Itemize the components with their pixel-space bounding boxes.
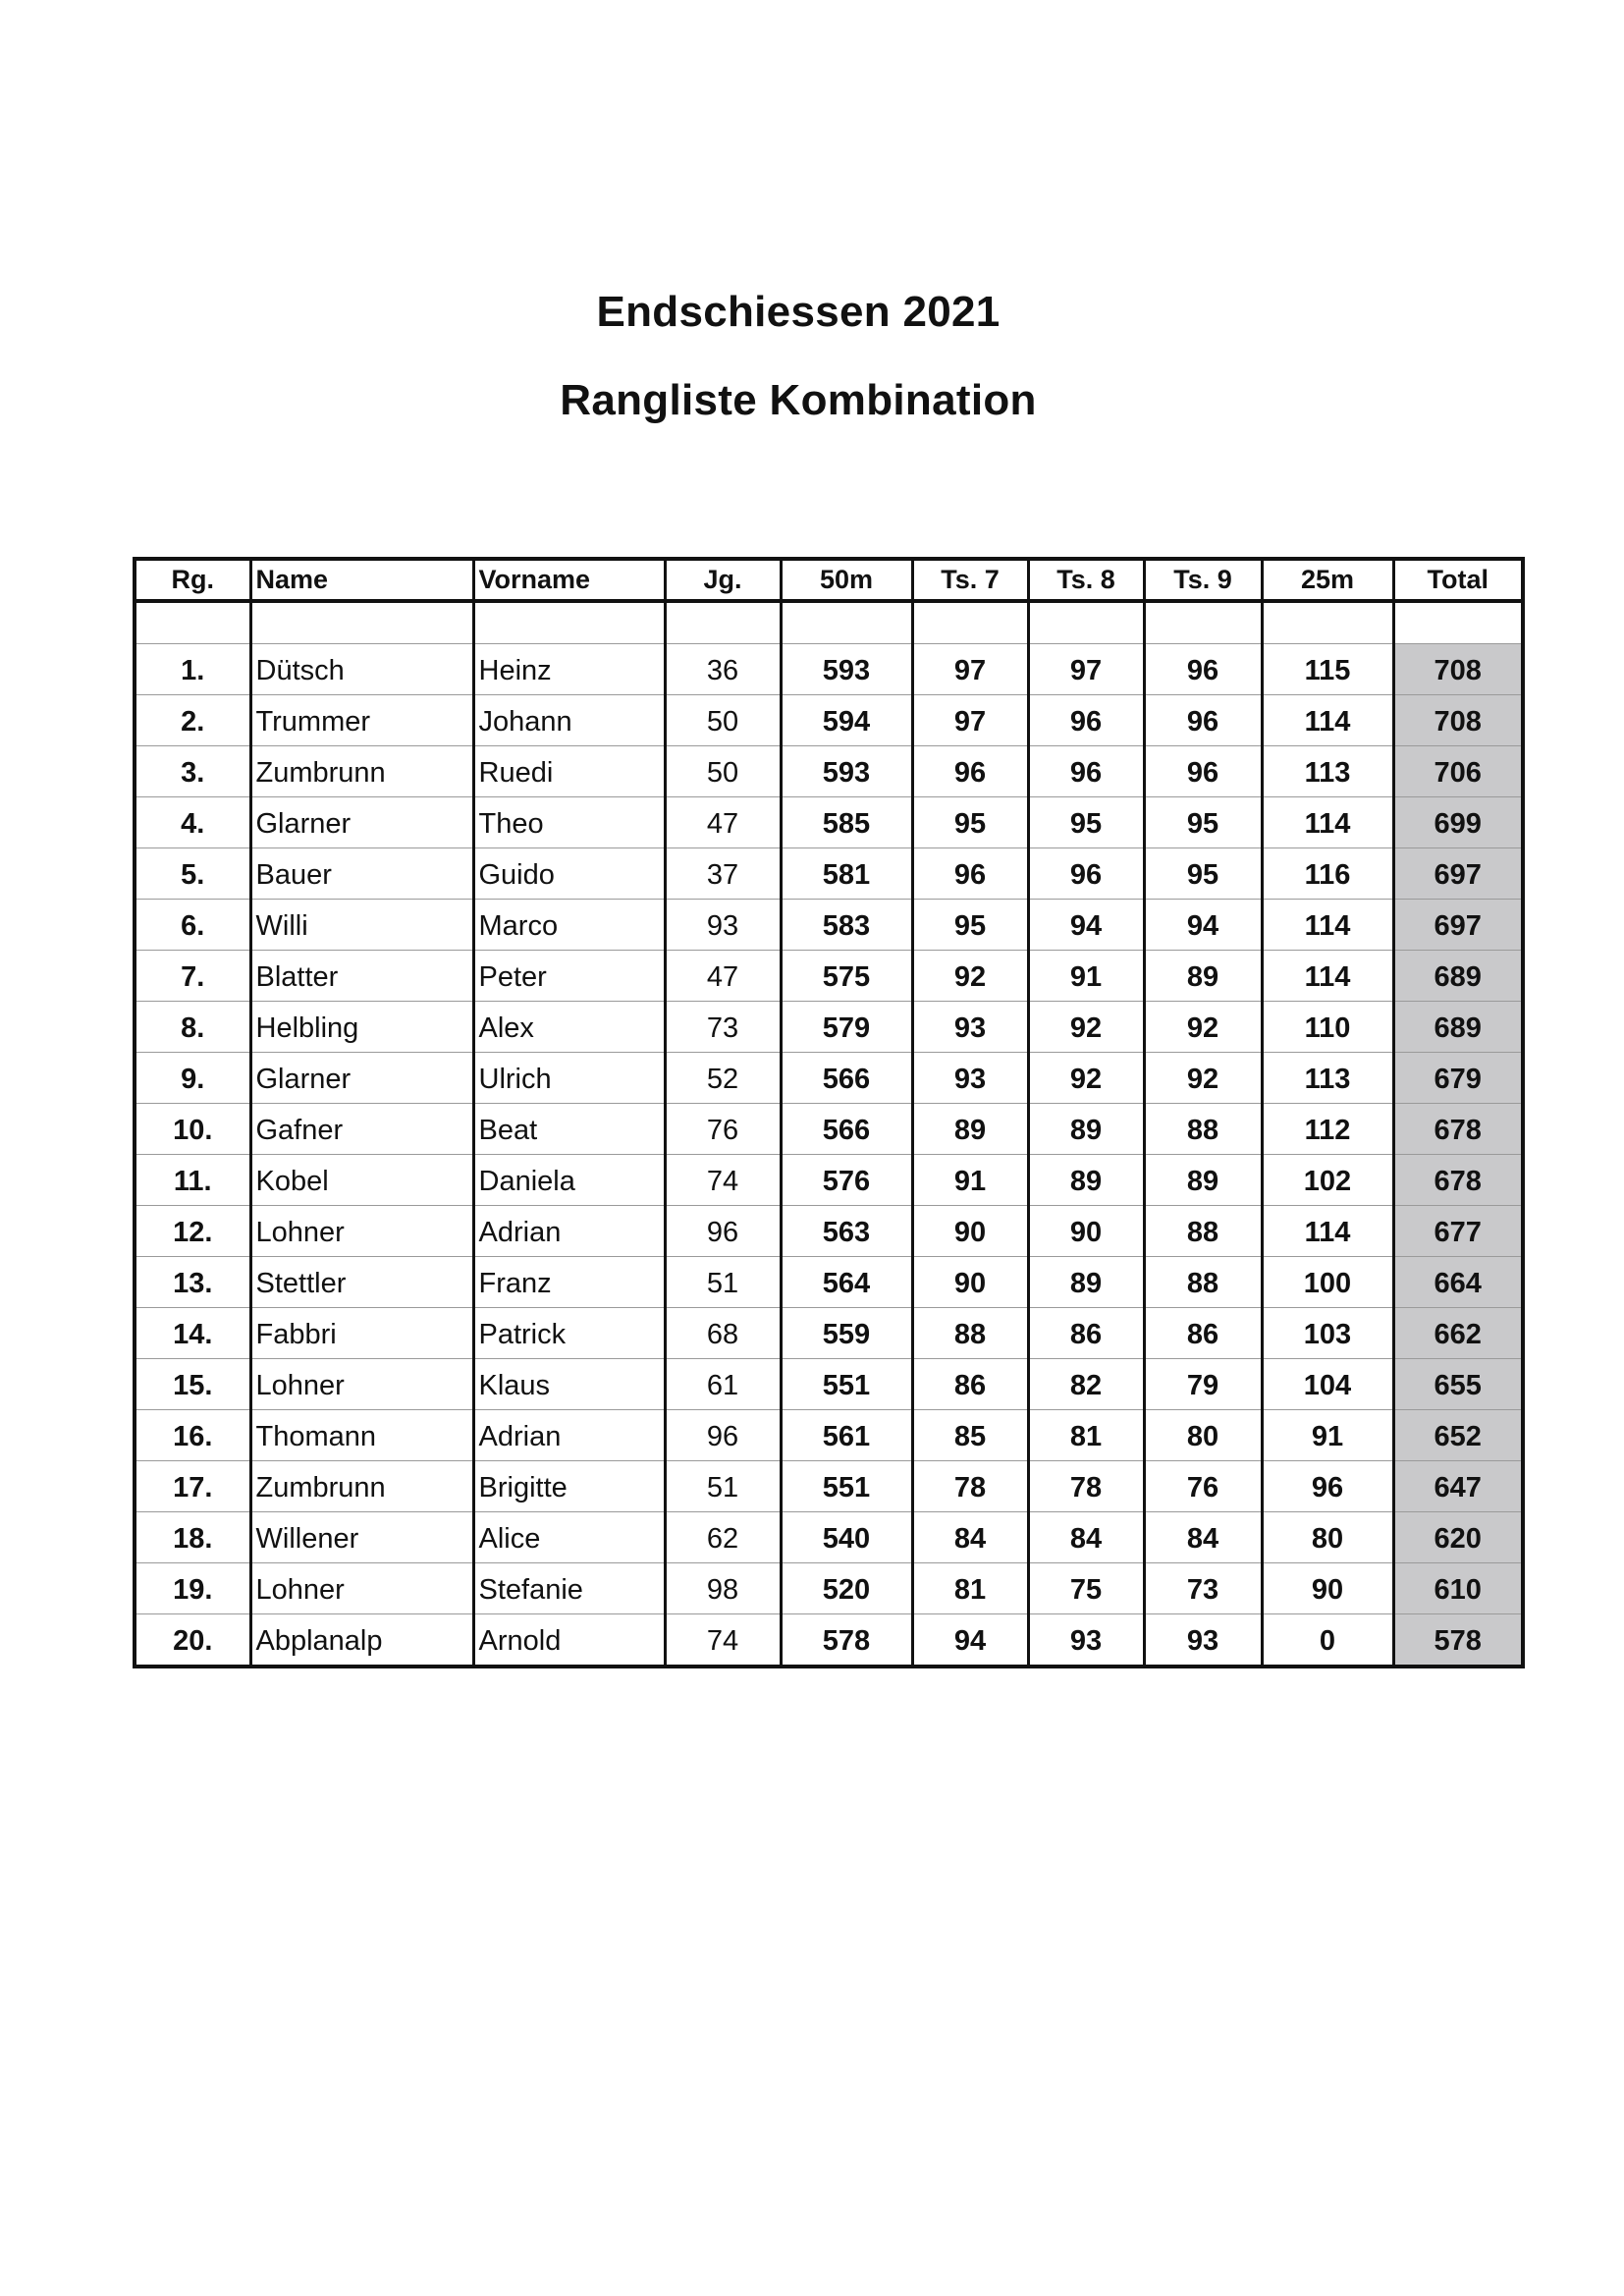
cell-25m: 112 (1262, 1104, 1393, 1155)
cell-total: 652 (1393, 1410, 1523, 1461)
cell-name: Glarner (250, 797, 473, 848)
cell-50m: 566 (781, 1104, 912, 1155)
empty-cell (250, 601, 473, 644)
empty-cell (1028, 601, 1144, 644)
cell-first-name: Ruedi (473, 746, 665, 797)
cell-rank: 13. (135, 1257, 250, 1308)
table-row (135, 951, 1523, 1002)
cell-25m: 102 (1262, 1155, 1393, 1206)
cell-50m: 563 (781, 1206, 912, 1257)
cell-first-name: Heinz (473, 644, 665, 695)
cell-rank: 19. (135, 1563, 250, 1614)
cell-25m: 113 (1262, 746, 1393, 797)
cell-ts9: 92 (1144, 1053, 1262, 1104)
cell-ts8: 81 (1028, 1410, 1144, 1461)
cell-ts7: 88 (912, 1308, 1028, 1359)
document-title: Endschiessen 2021 (596, 288, 1001, 336)
cell-25m: 114 (1262, 695, 1393, 746)
table-row (135, 797, 1523, 848)
cell-birth-year: 51 (665, 1461, 781, 1512)
cell-birth-year: 36 (665, 644, 781, 695)
cell-ts9: 88 (1144, 1104, 1262, 1155)
cell-first-name: Franz (473, 1257, 665, 1308)
cell-birth-year: 47 (665, 951, 781, 1002)
cell-ts8: 94 (1028, 900, 1144, 951)
cell-ts9: 86 (1144, 1308, 1262, 1359)
cell-rank: 5. (135, 848, 250, 900)
cell-rank: 4. (135, 797, 250, 848)
cell-first-name: Alice (473, 1512, 665, 1563)
cell-name: Willi (250, 900, 473, 951)
cell-50m: 594 (781, 695, 912, 746)
cell-ts9: 79 (1144, 1359, 1262, 1410)
table-row (135, 1155, 1523, 1206)
cell-rank: 16. (135, 1410, 250, 1461)
cell-first-name: Adrian (473, 1206, 665, 1257)
cell-total: 610 (1393, 1563, 1523, 1614)
cell-ts9: 92 (1144, 1002, 1262, 1053)
cell-rank: 18. (135, 1512, 250, 1563)
table-row (135, 1002, 1523, 1053)
cell-birth-year: 96 (665, 1410, 781, 1461)
cell-rank: 11. (135, 1155, 250, 1206)
cell-25m: 104 (1262, 1359, 1393, 1410)
cell-ts7: 93 (912, 1002, 1028, 1053)
table-row (135, 1512, 1523, 1563)
cell-25m: 115 (1262, 644, 1393, 695)
cell-name: Lohner (250, 1563, 473, 1614)
cell-birth-year: 73 (665, 1002, 781, 1053)
cell-50m: 540 (781, 1512, 912, 1563)
cell-name: Blatter (250, 951, 473, 1002)
cell-ts9: 84 (1144, 1512, 1262, 1563)
cell-25m: 114 (1262, 900, 1393, 951)
cell-ts8: 90 (1028, 1206, 1144, 1257)
cell-ts9: 95 (1144, 848, 1262, 900)
cell-ts7: 78 (912, 1461, 1028, 1512)
cell-ts9: 93 (1144, 1614, 1262, 1667)
table-row (135, 1563, 1523, 1614)
empty-cell (1262, 601, 1393, 644)
cell-ts8: 93 (1028, 1614, 1144, 1667)
cell-ts7: 97 (912, 695, 1028, 746)
cell-birth-year: 98 (665, 1563, 781, 1614)
cell-name: Willener (250, 1512, 473, 1563)
cell-birth-year: 51 (665, 1257, 781, 1308)
ranking-table (133, 557, 1525, 1668)
cell-name: Abplanalp (250, 1614, 473, 1667)
cell-name: Zumbrunn (250, 1461, 473, 1512)
cell-ts8: 89 (1028, 1104, 1144, 1155)
header-row (135, 559, 1523, 601)
cell-birth-year: 50 (665, 746, 781, 797)
cell-name: Fabbri (250, 1308, 473, 1359)
cell-first-name: Guido (473, 848, 665, 900)
cell-total: 697 (1393, 900, 1523, 951)
header-25m: 25m (1262, 559, 1393, 601)
cell-ts7: 94 (912, 1614, 1028, 1667)
cell-name: Dütsch (250, 644, 473, 695)
header-rank: Rg. (135, 559, 250, 601)
cell-ts7: 91 (912, 1155, 1028, 1206)
cell-25m: 0 (1262, 1614, 1393, 1667)
document-subtitle: Rangliste Kombination (560, 376, 1037, 424)
cell-first-name: Klaus (473, 1359, 665, 1410)
cell-ts9: 96 (1144, 746, 1262, 797)
cell-rank: 9. (135, 1053, 250, 1104)
cell-ts7: 96 (912, 848, 1028, 900)
cell-ts7: 84 (912, 1512, 1028, 1563)
cell-rank: 6. (135, 900, 250, 951)
empty-row (135, 601, 1523, 644)
table-row (135, 1410, 1523, 1461)
table-row (135, 1614, 1523, 1667)
cell-name: Zumbrunn (250, 746, 473, 797)
cell-first-name: Marco (473, 900, 665, 951)
header-50m: 50m (781, 559, 912, 601)
cell-first-name: Adrian (473, 1410, 665, 1461)
cell-name: Bauer (250, 848, 473, 900)
cell-total: 647 (1393, 1461, 1523, 1512)
cell-ts8: 86 (1028, 1308, 1144, 1359)
cell-25m: 90 (1262, 1563, 1393, 1614)
cell-name: Gafner (250, 1104, 473, 1155)
cell-ts8: 89 (1028, 1155, 1144, 1206)
cell-total: 697 (1393, 848, 1523, 900)
cell-25m: 114 (1262, 797, 1393, 848)
cell-birth-year: 74 (665, 1155, 781, 1206)
cell-50m: 576 (781, 1155, 912, 1206)
table-row (135, 900, 1523, 951)
cell-first-name: Arnold (473, 1614, 665, 1667)
cell-rank: 3. (135, 746, 250, 797)
cell-total: 578 (1393, 1614, 1523, 1667)
cell-ts7: 95 (912, 797, 1028, 848)
header-first-name: Vorname (473, 559, 665, 601)
cell-50m: 520 (781, 1563, 912, 1614)
table-row (135, 1308, 1523, 1359)
cell-50m: 593 (781, 644, 912, 695)
cell-total: 620 (1393, 1512, 1523, 1563)
cell-50m: 551 (781, 1461, 912, 1512)
cell-name: Helbling (250, 1002, 473, 1053)
cell-50m: 578 (781, 1614, 912, 1667)
cell-birth-year: 37 (665, 848, 781, 900)
cell-first-name: Alex (473, 1002, 665, 1053)
cell-25m: 91 (1262, 1410, 1393, 1461)
table-row (135, 1257, 1523, 1308)
cell-25m: 103 (1262, 1308, 1393, 1359)
cell-first-name: Stefanie (473, 1563, 665, 1614)
cell-ts8: 91 (1028, 951, 1144, 1002)
table-row (135, 1104, 1523, 1155)
cell-50m: 585 (781, 797, 912, 848)
cell-birth-year: 68 (665, 1308, 781, 1359)
header-name: Name (250, 559, 473, 601)
cell-total: 662 (1393, 1308, 1523, 1359)
header-birth-year: Jg. (665, 559, 781, 601)
cell-ts7: 95 (912, 900, 1028, 951)
empty-cell (1144, 601, 1262, 644)
cell-ts9: 76 (1144, 1461, 1262, 1512)
cell-ts8: 84 (1028, 1512, 1144, 1563)
cell-ts9: 73 (1144, 1563, 1262, 1614)
cell-50m: 579 (781, 1002, 912, 1053)
cell-50m: 564 (781, 1257, 912, 1308)
cell-name: Glarner (250, 1053, 473, 1104)
cell-first-name: Johann (473, 695, 665, 746)
header-total: Total (1393, 559, 1523, 601)
header-ts8: Ts. 8 (1028, 559, 1144, 601)
empty-cell (1393, 601, 1523, 644)
header-ts7: Ts. 7 (912, 559, 1028, 601)
table-row (135, 1461, 1523, 1512)
cell-ts9: 88 (1144, 1206, 1262, 1257)
cell-ts8: 82 (1028, 1359, 1144, 1410)
cell-ts9: 88 (1144, 1257, 1262, 1308)
cell-ts8: 92 (1028, 1002, 1144, 1053)
cell-total: 706 (1393, 746, 1523, 797)
cell-first-name: Ulrich (473, 1053, 665, 1104)
cell-rank: 12. (135, 1206, 250, 1257)
cell-50m: 575 (781, 951, 912, 1002)
cell-25m: 113 (1262, 1053, 1393, 1104)
table-row (135, 848, 1523, 900)
cell-ts9: 94 (1144, 900, 1262, 951)
cell-total: 689 (1393, 951, 1523, 1002)
cell-rank: 15. (135, 1359, 250, 1410)
empty-cell (473, 601, 665, 644)
cell-first-name: Daniela (473, 1155, 665, 1206)
cell-name: Trummer (250, 695, 473, 746)
cell-first-name: Theo (473, 797, 665, 848)
cell-ts8: 96 (1028, 848, 1144, 900)
cell-50m: 593 (781, 746, 912, 797)
cell-ts9: 95 (1144, 797, 1262, 848)
cell-ts9: 89 (1144, 951, 1262, 1002)
cell-ts9: 80 (1144, 1410, 1262, 1461)
cell-ts8: 75 (1028, 1563, 1144, 1614)
table-row (135, 746, 1523, 797)
cell-25m: 96 (1262, 1461, 1393, 1512)
cell-ts8: 92 (1028, 1053, 1144, 1104)
cell-25m: 110 (1262, 1002, 1393, 1053)
cell-name: Kobel (250, 1155, 473, 1206)
cell-ts7: 96 (912, 746, 1028, 797)
cell-ts7: 81 (912, 1563, 1028, 1614)
cell-rank: 10. (135, 1104, 250, 1155)
cell-birth-year: 52 (665, 1053, 781, 1104)
cell-ts7: 90 (912, 1257, 1028, 1308)
cell-rank: 14. (135, 1308, 250, 1359)
cell-rank: 1. (135, 644, 250, 695)
cell-25m: 116 (1262, 848, 1393, 900)
cell-total: 678 (1393, 1104, 1523, 1155)
cell-birth-year: 93 (665, 900, 781, 951)
cell-birth-year: 76 (665, 1104, 781, 1155)
cell-ts8: 89 (1028, 1257, 1144, 1308)
cell-50m: 581 (781, 848, 912, 900)
cell-25m: 114 (1262, 1206, 1393, 1257)
empty-cell (135, 601, 250, 644)
cell-total: 655 (1393, 1359, 1523, 1410)
cell-birth-year: 62 (665, 1512, 781, 1563)
header-ts9: Ts. 9 (1144, 559, 1262, 601)
cell-50m: 566 (781, 1053, 912, 1104)
cell-first-name: Patrick (473, 1308, 665, 1359)
cell-ts7: 85 (912, 1410, 1028, 1461)
cell-first-name: Brigitte (473, 1461, 665, 1512)
cell-birth-year: 47 (665, 797, 781, 848)
table-row (135, 1206, 1523, 1257)
cell-total: 699 (1393, 797, 1523, 848)
empty-cell (781, 601, 912, 644)
cell-ts8: 97 (1028, 644, 1144, 695)
cell-total: 708 (1393, 695, 1523, 746)
table-row (135, 1053, 1523, 1104)
cell-ts8: 95 (1028, 797, 1144, 848)
cell-25m: 114 (1262, 951, 1393, 1002)
cell-ts7: 90 (912, 1206, 1028, 1257)
cell-25m: 80 (1262, 1512, 1393, 1563)
table-row (135, 1359, 1523, 1410)
cell-ts8: 78 (1028, 1461, 1144, 1512)
cell-ts7: 93 (912, 1053, 1028, 1104)
cell-total: 664 (1393, 1257, 1523, 1308)
cell-50m: 559 (781, 1308, 912, 1359)
table-row (135, 695, 1523, 746)
empty-cell (665, 601, 781, 644)
cell-birth-year: 74 (665, 1614, 781, 1667)
empty-cell (912, 601, 1028, 644)
cell-ts9: 89 (1144, 1155, 1262, 1206)
cell-ts9: 96 (1144, 695, 1262, 746)
cell-ts7: 89 (912, 1104, 1028, 1155)
cell-name: Stettler (250, 1257, 473, 1308)
cell-ts8: 96 (1028, 746, 1144, 797)
cell-rank: 7. (135, 951, 250, 1002)
cell-total: 708 (1393, 644, 1523, 695)
cell-name: Lohner (250, 1359, 473, 1410)
table-row (135, 644, 1523, 695)
cell-rank: 17. (135, 1461, 250, 1512)
cell-birth-year: 96 (665, 1206, 781, 1257)
cell-birth-year: 50 (665, 695, 781, 746)
cell-first-name: Peter (473, 951, 665, 1002)
cell-ts7: 86 (912, 1359, 1028, 1410)
cell-50m: 583 (781, 900, 912, 951)
cell-total: 689 (1393, 1002, 1523, 1053)
cell-total: 679 (1393, 1053, 1523, 1104)
cell-total: 678 (1393, 1155, 1523, 1206)
cell-birth-year: 61 (665, 1359, 781, 1410)
cell-25m: 100 (1262, 1257, 1393, 1308)
cell-rank: 8. (135, 1002, 250, 1053)
cell-50m: 551 (781, 1359, 912, 1410)
cell-50m: 561 (781, 1410, 912, 1461)
cell-ts8: 96 (1028, 695, 1144, 746)
cell-ts9: 96 (1144, 644, 1262, 695)
cell-first-name: Beat (473, 1104, 665, 1155)
cell-rank: 2. (135, 695, 250, 746)
cell-name: Thomann (250, 1410, 473, 1461)
cell-ts7: 97 (912, 644, 1028, 695)
cell-ts7: 92 (912, 951, 1028, 1002)
cell-name: Lohner (250, 1206, 473, 1257)
cell-total: 677 (1393, 1206, 1523, 1257)
cell-rank: 20. (135, 1614, 250, 1667)
